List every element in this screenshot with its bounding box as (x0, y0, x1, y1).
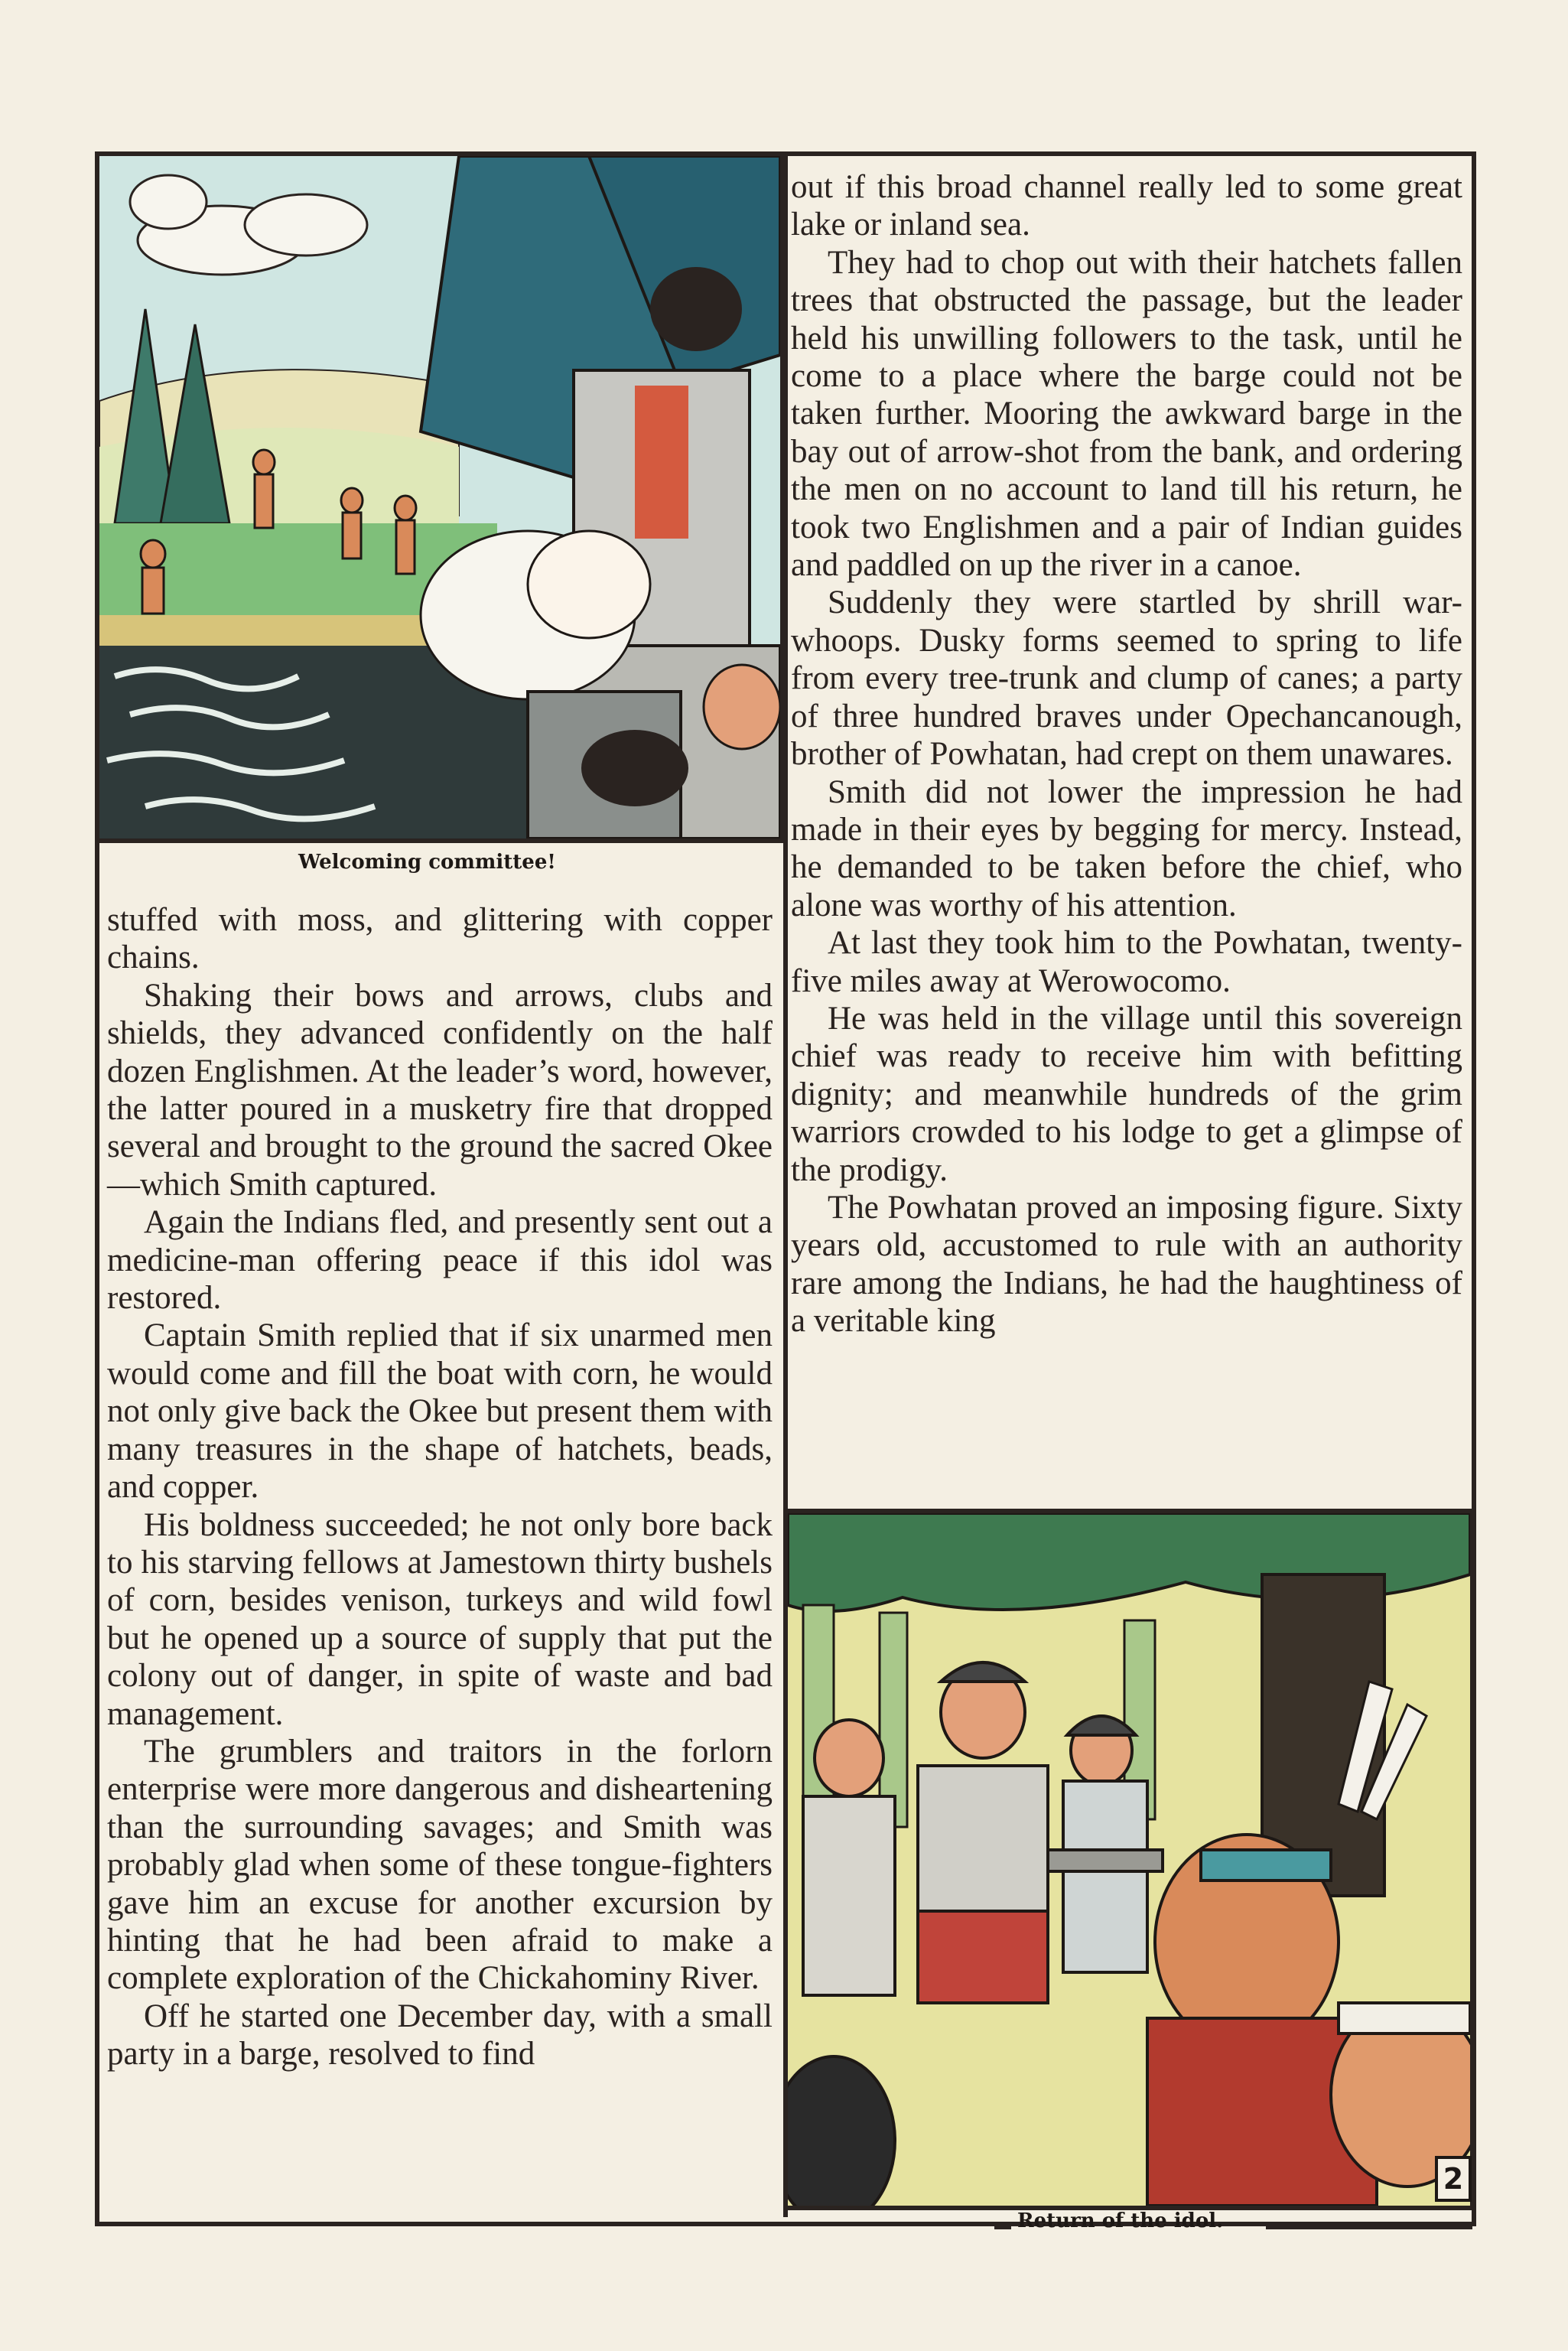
paragraph: Shaking their bows and arrows, clubs and shields, they advanced confidently on the half dozen Englishmen. At the leader’s word, however, the latter poured in a musketry fire that dropped several and brought to the ground the sacred Okee—which Smith captured. (107, 977, 773, 1203)
illustration-return-of-the-idol (783, 1509, 1475, 2210)
caption-rule-left (994, 2223, 1011, 2229)
paragraph: His boldness succeeded; he not only bore back to his starving fellows at Jamestown thirty bushels of corn, besides venison, turkeys and wild fowl but he opened up a source of supply that put the colony out of danger, in spite of waste and bad management. (107, 1506, 773, 1732)
caption-welcoming-committee: Welcoming committee! (298, 851, 556, 874)
paragraph: Off he started one December day, with a small party in a barge, resolved to find (107, 1998, 773, 2073)
paragraph: Captain Smith replied that if six unarmed men would come and fill the boat with corn, he would not only give back the Okee but present them with many treasures in the shape of hatchets, beads, and copper. (107, 1317, 773, 1506)
caption-rule-right (1266, 2223, 1472, 2229)
paragraph: They had to chop out with their hatchets fallen trees that obstructed the passage, but the leader held his unwilling followers to the task, until he come to a place where the barge could not be taken further. Mooring the awkward barge in the bay out of arrow-shot from the bank, and ordering the men on no account to land till his return, he took two Englishmen and a pair of Indian guides and paddled on up the river in a canoe. (791, 244, 1462, 584)
paragraph: stuffed with moss, and glittering with copper chains. (107, 902, 773, 976)
paragraph: The grumblers and traitors in the forlorn enterprise were more dangerous and disheartening than the surrounding savages; and Smith was probably glad when some of these tongue-fighters gave him an excuse for another excursion by hinting that he had been afraid to make a complete exploration of the Chickahominy River. (107, 1733, 773, 1997)
caption-return-of-the-idol: Return of the idol. (1017, 2209, 1224, 2232)
illustration-welcoming-committee (95, 151, 785, 843)
paragraph: The Powhatan proved an imposing figure. Sixty years old, accustomed to rule with an authority rare among the Indians, he had the haughtiness of a veritable king (791, 1189, 1462, 1340)
paragraph: He was held in the village until this sovereign chief was ready to receive him with befitting dignity; and meanwhile hundreds of the grim warriors crowded to his lodge to get a glimpse of the prodigy. (791, 1000, 1462, 1188)
paragraph: out if this broad channel really led to some great lake or inland sea. (791, 169, 1462, 243)
paragraph: Smith did not lower the impression he had made in their eyes by begging for mercy. Instead, he demanded to be taken before the chief, who alone was worthy of his attention. (791, 773, 1462, 923)
paragraph: Again the Indians fled, and presently sent out a medicine-man offering peace if this idol was restored. (107, 1204, 773, 1317)
paragraph: Suddenly they were startled by shrill war-whoops. Dusky forms seemed to spring to life from every tree-trunk and clump of canes; a party of three hundred braves under Opechancanough, brother of Powhatan, had crept on them unawares. (791, 584, 1462, 773)
paragraph: At last they took him to the Powhatan, twenty-five miles away at Werowocomo. (791, 925, 1462, 999)
page-number: 2 (1435, 2156, 1472, 2202)
right-text-column (791, 168, 1462, 1340)
left-text-column (107, 901, 773, 2073)
